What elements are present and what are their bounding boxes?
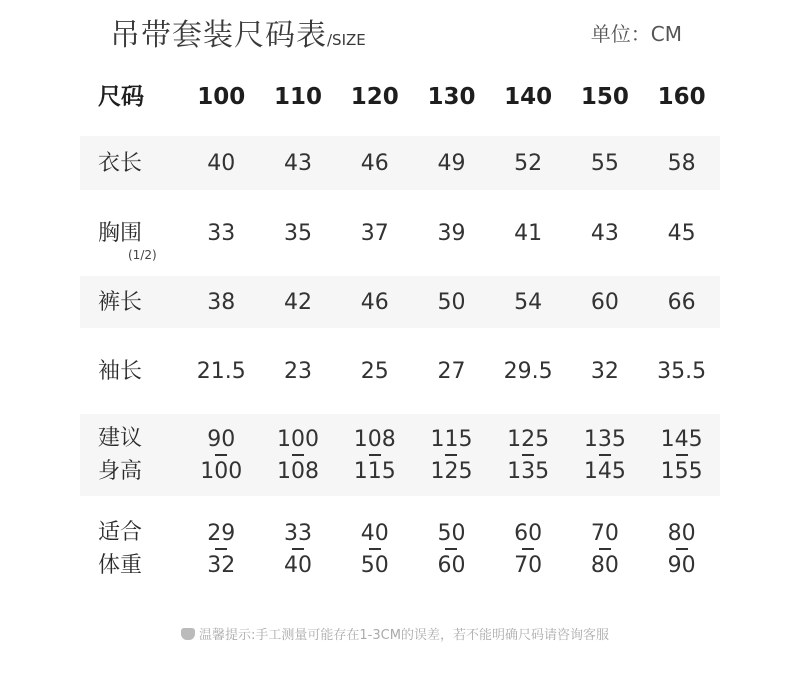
range-to: 50	[360, 552, 389, 578]
table-cell: 54	[514, 289, 543, 315]
range-cell	[567, 517, 644, 582]
size-header-row	[80, 62, 720, 132]
range-from: 70	[590, 520, 619, 546]
size-table	[80, 62, 720, 602]
row-label	[80, 217, 183, 262]
range-cell	[183, 423, 260, 488]
table-cell: 46	[360, 289, 389, 315]
row-label-line: 体重	[98, 553, 143, 578]
footer-note	[0, 624, 790, 643]
table-cell: 40	[207, 150, 236, 176]
range-cell	[643, 517, 720, 582]
range-to: 40	[284, 552, 313, 578]
range-to: 155	[660, 458, 703, 484]
row-label-text: 胸围	[98, 220, 143, 246]
row-label: 衣长	[98, 150, 143, 176]
table-row	[80, 190, 720, 276]
row-label-line: 建议	[98, 426, 143, 451]
range-from: 40	[360, 520, 389, 546]
range-cell	[413, 423, 490, 488]
range-to: 145	[583, 458, 626, 484]
table-cell: 35.5	[657, 358, 707, 384]
page-title	[110, 10, 366, 54]
table-row	[80, 276, 720, 328]
range-to: 100	[200, 458, 243, 484]
table-cell: 43	[590, 220, 619, 246]
table-cell: 60	[590, 289, 619, 315]
range-from: 60	[514, 520, 543, 546]
range-cell	[567, 423, 644, 488]
range-from: 125	[507, 426, 550, 452]
table-cell: 46	[360, 150, 389, 176]
table-cell: 27	[437, 358, 466, 384]
range-cell	[336, 517, 413, 582]
range-to: 115	[353, 458, 396, 484]
row-label-line: 适合	[98, 520, 143, 545]
row-sub-label: (1/2)	[128, 247, 157, 262]
range-cell	[490, 517, 567, 582]
row-label-line: 身高	[98, 459, 143, 484]
range-from: 135	[583, 426, 626, 452]
table-row	[80, 496, 720, 602]
table-cell: 58	[667, 150, 696, 176]
table-cell: 41	[514, 220, 543, 246]
range-to: 108	[277, 458, 320, 484]
range-from: 50	[437, 520, 466, 546]
table-cell: 29.5	[503, 358, 553, 384]
range-cell	[260, 423, 337, 488]
table-cell: 55	[590, 150, 619, 176]
range-cell	[260, 517, 337, 582]
table-cell: 35	[284, 220, 313, 246]
table-cell: 43	[284, 150, 313, 176]
table-cell: 39	[437, 220, 466, 246]
footer-text: 温馨提示:手工测量可能存在1-3CM的误差，若不能明确尺码请咨询客服	[199, 628, 609, 643]
table-row	[80, 328, 720, 414]
table-cell: 49	[437, 150, 466, 176]
range-from: 29	[207, 520, 236, 546]
table-row	[80, 414, 720, 496]
range-to: 80	[590, 552, 619, 578]
size-header-label: 尺码	[98, 83, 144, 110]
range-to: 32	[207, 552, 236, 578]
table-cell: 50	[437, 289, 466, 315]
range-to: 125	[430, 458, 473, 484]
table-cell: 45	[667, 220, 696, 246]
range-to: 90	[667, 552, 696, 578]
range-cell	[643, 423, 720, 488]
row-label: 袖长	[98, 358, 143, 384]
range-from: 80	[667, 520, 696, 546]
range-from: 100	[277, 426, 320, 452]
range-from: 108	[353, 426, 396, 452]
table-cell: 23	[284, 358, 313, 384]
size-header-cell: 120	[350, 84, 399, 110]
unit-label: 单位：CM	[590, 22, 682, 46]
size-header-cell: 150	[580, 84, 629, 110]
table-cell: 66	[667, 289, 696, 315]
range-cell	[183, 517, 260, 582]
range-from: 115	[430, 426, 473, 452]
range-to: 135	[507, 458, 550, 484]
range-from: 90	[207, 426, 236, 452]
row-label	[80, 516, 183, 582]
range-cell	[490, 423, 567, 488]
size-header-cell: 100	[197, 84, 246, 110]
size-chart-header	[0, 0, 790, 60]
table-cell: 32	[590, 358, 619, 384]
title-suffix: /SIZE	[327, 31, 366, 49]
title-text: 吊带套装尺码表	[110, 18, 327, 53]
size-header-cell: 130	[427, 84, 476, 110]
row-label	[80, 422, 183, 488]
row-label: 裤长	[98, 289, 143, 315]
table-cell: 33	[207, 220, 236, 246]
size-header-cell: 110	[274, 84, 323, 110]
table-cell: 25	[360, 358, 389, 384]
range-to: 60	[437, 552, 466, 578]
table-cell: 52	[514, 150, 543, 176]
table-row	[80, 136, 720, 190]
table-cell: 42	[284, 289, 313, 315]
table-cell: 21.5	[196, 358, 246, 384]
range-from: 145	[660, 426, 703, 452]
table-cell: 38	[207, 289, 236, 315]
size-header-cell: 160	[657, 84, 706, 110]
range-from: 33	[284, 520, 313, 546]
tip-icon	[181, 628, 195, 640]
range-to: 70	[514, 552, 543, 578]
size-header-cell: 140	[504, 84, 553, 110]
range-cell	[336, 423, 413, 488]
range-cell	[413, 517, 490, 582]
table-cell: 37	[360, 220, 389, 246]
